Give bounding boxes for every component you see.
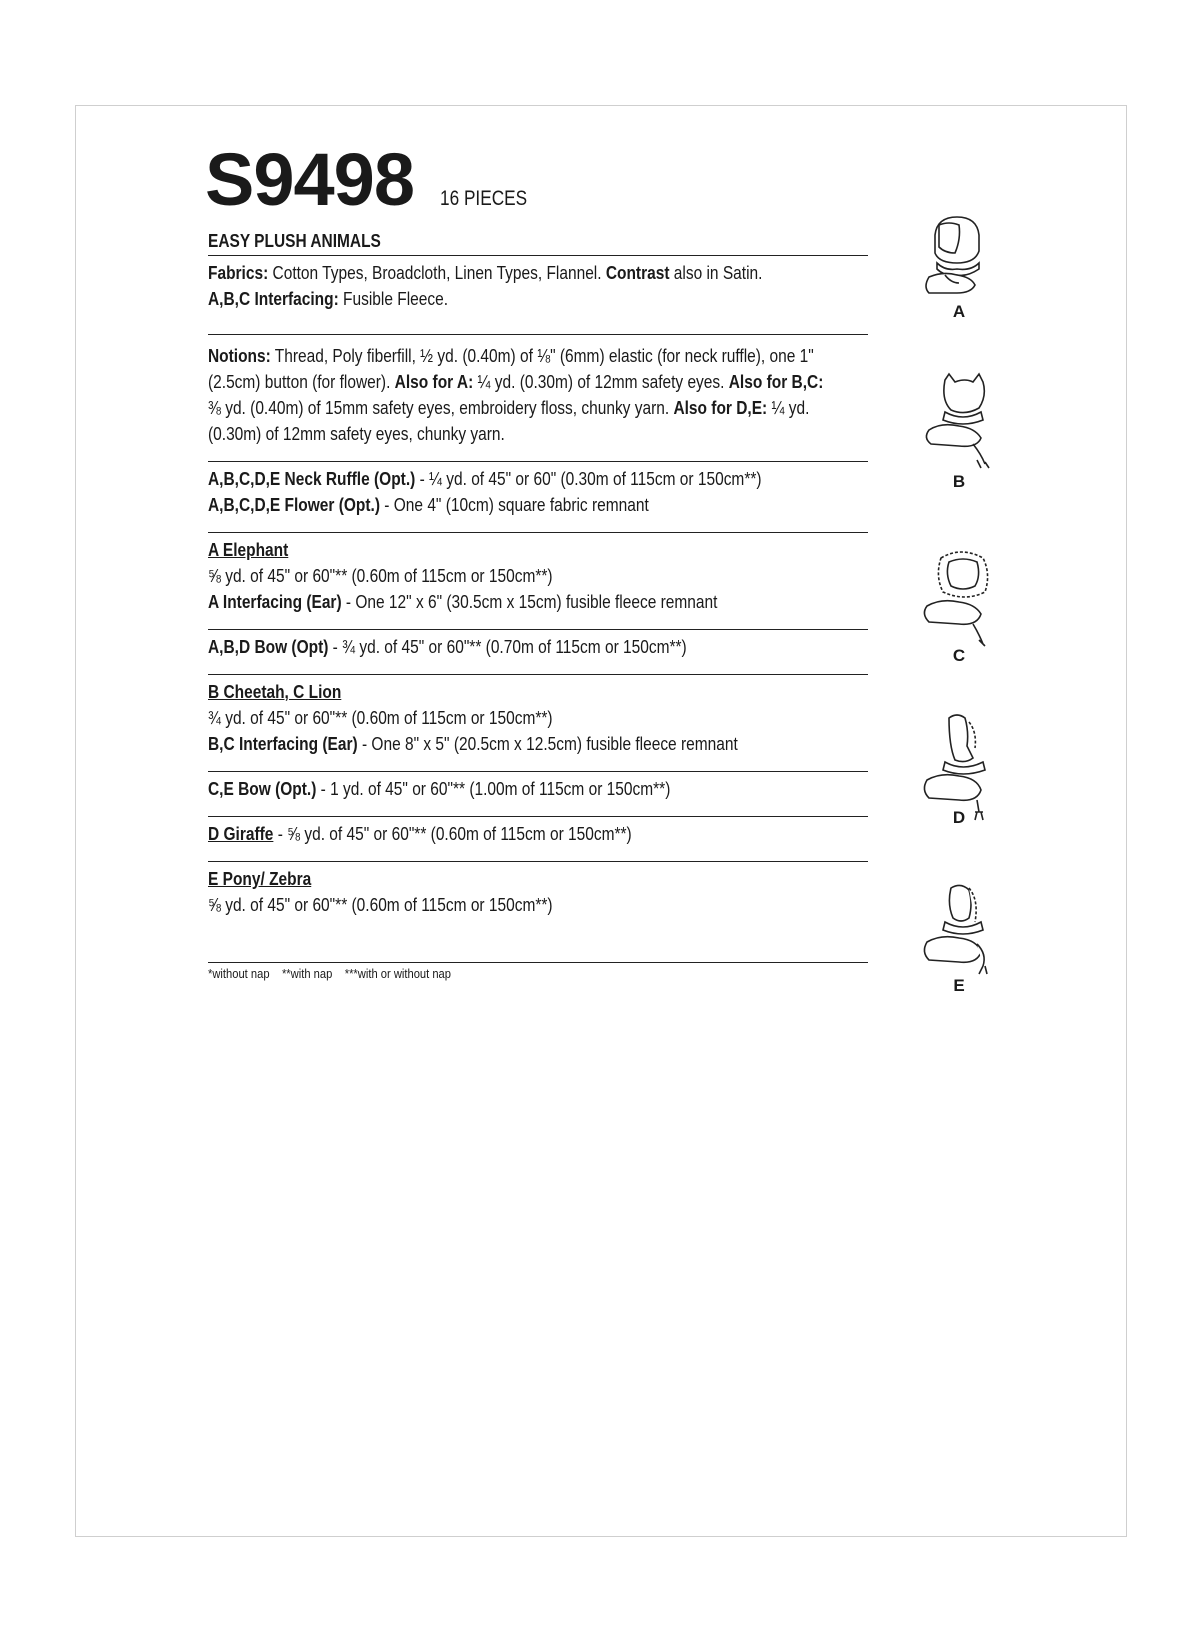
giraffe-icon [915, 712, 1005, 822]
view-b-illustration [915, 372, 1005, 472]
cheetah-lion-section: B Cheetah, C Lion ¾ yd. of 45" or 60"** (0.60m of 115cm or 150cm**) B,C Interfacing (Ear) - One 8" x 5" (20.5cm x 12.5cm) fusible fleece remnant [208, 675, 868, 772]
view-label-d: D [952, 808, 966, 827]
yardage-content [208, 228, 868, 983]
cheetah-icon [915, 372, 1005, 472]
abd-bow-section: A,B,D Bow (Opt) - ¾ yd. of 45" or 60"** (0.70m of 115cm or 150cm**) [208, 630, 868, 675]
fabrics-section: Fabrics: Cotton Types, Broadcloth, Linen Types, Flannel. Contrast also in Satin. A,B,C Interfacing: Fusible Fleece. [208, 256, 868, 335]
footnote: *without nap **with nap ***with or without nap [208, 966, 452, 981]
pattern-title: EASY PLUSH ANIMALS [208, 228, 868, 256]
view-label-e: E [953, 976, 965, 995]
view-a-illustration [915, 213, 1005, 298]
neck-ruffle-flower-section: A,B,C,D,E Neck Ruffle (Opt.) - ¼ yd. of 45" or 60" (0.30m of 115cm or 150cm**) A,B,C,D,E Flower (Opt.) - One 4" (10cm) square fabric remnant [208, 462, 868, 533]
view-label-a: A [952, 302, 966, 321]
elephant-icon [915, 213, 1005, 298]
view-e-illustration [915, 882, 1005, 982]
pony-zebra-icon [915, 882, 1005, 982]
view-label-c: C [952, 646, 966, 665]
notions-section: Notions: Thread, Poly fiberfill, ½ yd. (0.40m) of ⅛" (6mm) elastic (for neck ruffle), one 1" (2.5cm) button (for flower). Also for A: ¼ yd. (0.30m) of 12mm safety eyes. Also for B,C: ⅜ yd. (0.40m) of 15mm safety eyes, embroidery floss, chunky yarn. Also for D,E: ¼ yd. (0.30m) of 12mm safety eyes, chunky yarn. [208, 335, 868, 462]
view-c-illustration [915, 548, 1005, 648]
lion-icon [915, 548, 1005, 648]
pattern-number: S9498 [205, 138, 414, 221]
pony-zebra-section: E Pony/ Zebra ⅝ yd. of 45" or 60"** (0.60m of 115cm or 150cm**) [208, 862, 868, 963]
giraffe-section: D Giraffe - ⅝ yd. of 45" or 60"** (0.60m of 115cm or 150cm**) [208, 817, 868, 862]
piece-count: 16 PIECES [440, 187, 528, 210]
elephant-section: A Elephant ⅝ yd. of 45" or 60"** (0.60m of 115cm or 150cm**) A Interfacing (Ear) - One 12" x 6" (30.5cm x 15cm) fusible fleece remnant [208, 533, 868, 630]
view-d-illustration [915, 712, 1005, 822]
header [205, 140, 547, 220]
view-label-b: B [952, 472, 966, 491]
ce-bow-section: C,E Bow (Opt.) - 1 yd. of 45" or 60"** (1.00m of 115cm or 150cm**) [208, 772, 868, 817]
